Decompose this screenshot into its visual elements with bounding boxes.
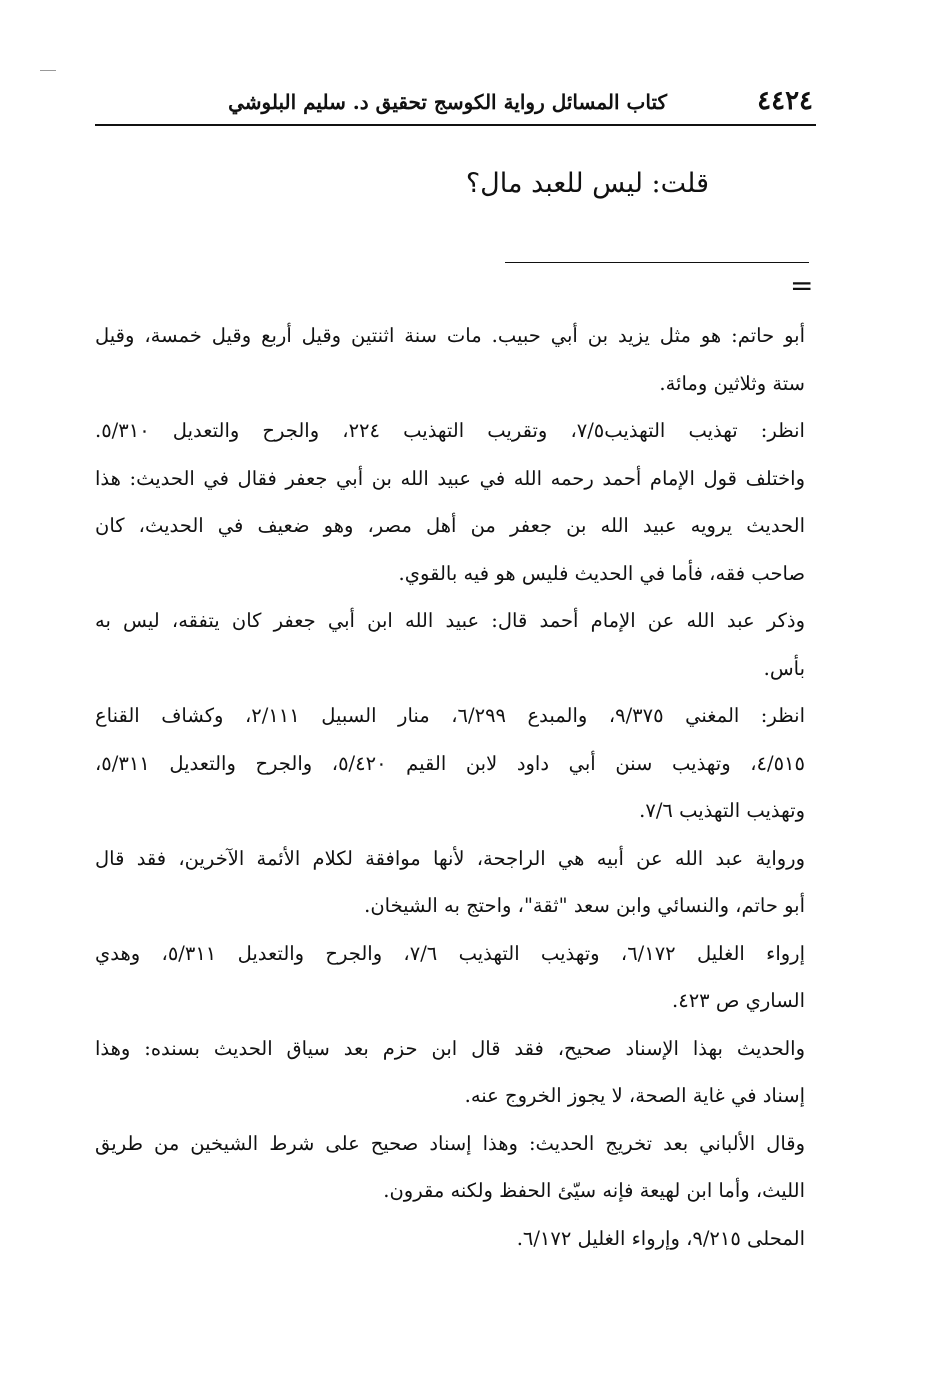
footnote-separator <box>505 262 809 263</box>
footnote-line: إرواء الغليل ٦/١٧٢، وتهذيب التهذيب ٧/٦، والجرح والتعديل ٥/٣١١، وهدي <box>95 941 805 965</box>
scan-mark <box>40 70 56 71</box>
question-text: قلت: ليس للعبد مال؟ <box>465 168 709 199</box>
footnote-line: انظر: تهذيب التهذيب٧/٥، وتقريب التهذيب ٢٢٤، والجرح والتعديل ٥/٣١٠. <box>95 419 805 442</box>
footnote-line: صاحب فقه، فأما في الحديث فليس هو فيه بالقوي. <box>398 561 805 585</box>
footnote-line: ورواية عبد الله عن أبيه هي الراجحة، لأنها موافقة لكلام الأئمة الآخرين، فقد قال <box>95 846 805 870</box>
footnote-line: والحديث بهذا الإسناد صحيح، فقد قال ابن حزم بعد سياق الحديث بسنده: وهذا <box>95 1036 805 1060</box>
footnote-continuation-mark: = <box>790 269 814 302</box>
page-header <box>95 82 815 122</box>
footnote-line: وتهذيب التهذيب ٧/٦. <box>639 799 805 822</box>
running-title: كتاب المسائل رواية الكوسج تحقيق د. سليم البلوشي <box>228 90 667 114</box>
page-number: ٤٤٢٤ <box>757 86 813 116</box>
footnote-line: إسناد في غاية الصحة، لا يجوز الخروج عنه. <box>464 1084 805 1107</box>
footnote-line: وقال الألباني بعد تخريج الحديث: وهذا إسناد صحيح على شرط الشيخين من طريق <box>95 1131 805 1155</box>
footnote-line: الليث، وأما ابن لهيعة فإنه سيّئ الحفظ ولكنه مقرون. <box>383 1179 805 1202</box>
footnote-line: وذكر عبد الله عن الإمام أحمد قال: عبيد الله ابن أبي جعفر كان يتفقه، ليس به <box>95 609 805 632</box>
footnote-line: أبو حاتم: هو مثل يزيد بن أبي حبيب. مات سنة اثنتين وقيل أربع وقيل خمسة، وقيل <box>95 324 805 347</box>
footnotes <box>95 312 805 1262</box>
footnote-line: المحلى ٩/٢١٥، وإرواء الغليل ٦/١٧٢. <box>516 1226 805 1250</box>
footnote-line: انظر: المغني ٩/٣٧٥، والمبدع ٦/٢٩٩، منار السبيل ٢/١١١، وكشاف القناع <box>95 704 805 727</box>
footnote-line: الحديث يرويه عبيد الله بن جعفر من أهل مصر، وهو ضعيف في الحديث، كان <box>95 514 805 537</box>
footnote-line: الساري ص ٤٢٣. <box>672 989 805 1012</box>
footnote-line: أبو حاتم، والنسائي وابن سعد "ثقة"، واحتج به الشيخان. <box>364 894 805 917</box>
footnote-line: بأس. <box>763 656 805 680</box>
footnote-line: ٤/٥١٥، وتهذيب سنن أبي داود لابن القيم ٥/٤٢٠، والجرح والتعديل ٥/٣١١، <box>95 751 805 775</box>
header-rule <box>95 124 816 126</box>
footnote-line: ستة وثلاثين ومائة. <box>659 371 805 395</box>
footnote-line: واختلف قول الإمام أحمد رحمه الله في عبيد الله بن أبي جعفر فقال في الحديث: هذا <box>95 466 805 490</box>
